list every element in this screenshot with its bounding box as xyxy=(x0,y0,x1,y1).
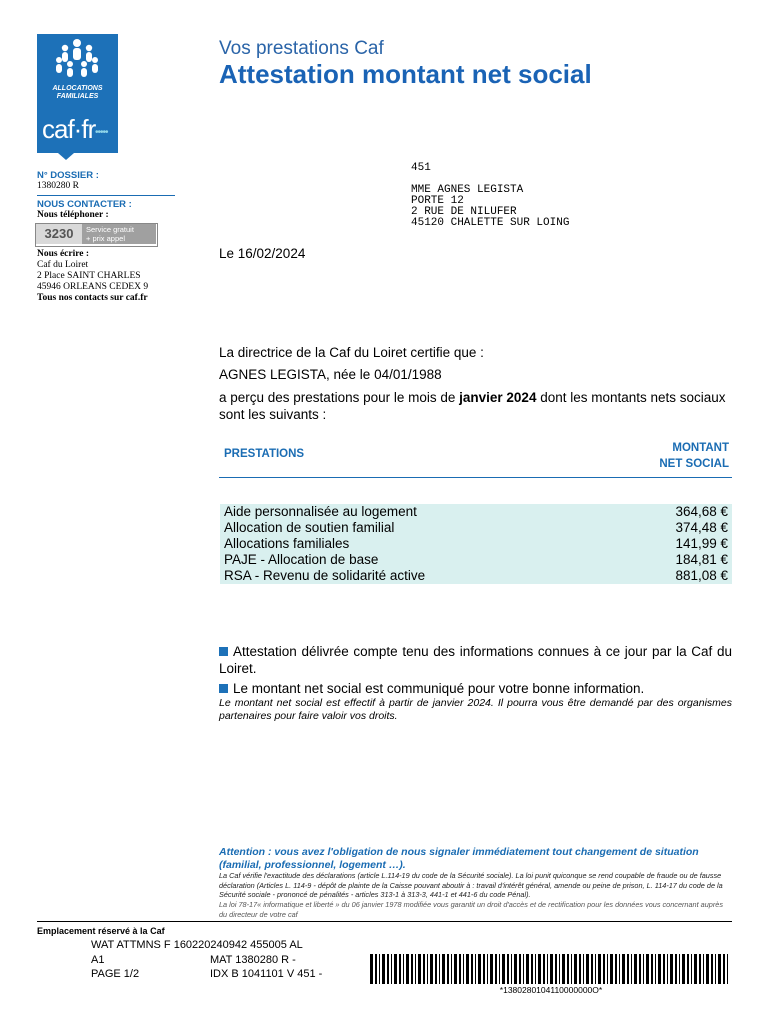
phone-number[interactable]: 3230 xyxy=(36,224,82,244)
bullet-square-icon xyxy=(219,647,228,656)
barcode-icon xyxy=(370,954,732,987)
all-contacts-link[interactable]: Tous nos contacts sur caf.fr xyxy=(37,293,148,303)
phone-label: Nous téléphoner : xyxy=(37,210,109,220)
table-row xyxy=(220,568,732,584)
caf-address-line1: Caf du Loiret xyxy=(37,260,89,270)
table-header-rule xyxy=(219,477,732,478)
received-suffix: dont les montants nets sociaux sont les suivants : xyxy=(219,390,726,422)
dossier-label: N° DOSSIER : xyxy=(37,170,99,181)
footer-rule xyxy=(37,921,732,922)
legal-privacy-text: La loi 78-17« informatique et liberté » du 06 janvier 1978 modifiée vous garantit un droit d'accès et de rectification pour les données vous concernant auprès du directeur de votre caf xyxy=(219,900,723,919)
certify-statement: La directrice de la Caf du Loiret certifie que : xyxy=(219,345,484,360)
benefit-label: Aide personnalisée au logement xyxy=(224,504,417,519)
caf-address-line3: 45946 ORLEANS CEDEX 9 xyxy=(37,282,149,292)
note-effective: Le montant net social est effectif à partir de janvier 2024. Il pourra vous être demandé par des organismes partenaires pour faire valoir vos droits. xyxy=(219,697,732,722)
family-figures-icon xyxy=(37,34,118,86)
logo-line1: ALLOCATIONS xyxy=(52,85,103,92)
table-row xyxy=(220,520,732,536)
col-header-prestations: PRESTATIONS xyxy=(224,448,305,460)
caf-address-line2: 2 Place SAINT CHARLES xyxy=(37,271,141,281)
table-row xyxy=(220,504,732,520)
logo-tab xyxy=(58,153,74,160)
col-header-montant-line2: NET SOCIAL xyxy=(659,458,729,470)
recipient-line3: 2 RUE DE NILUFER xyxy=(411,206,517,218)
letter-date: Le 16/02/2024 xyxy=(219,246,306,261)
recipient-line2: PORTE 12 xyxy=(411,195,464,207)
page-title: Attestation montant net social xyxy=(219,59,592,89)
benefit-amount: 184,81 € xyxy=(675,552,728,567)
benefits-table xyxy=(220,504,732,584)
col-header-montant xyxy=(600,440,729,472)
recipient-name: MME AGNES LEGISTA xyxy=(411,184,524,196)
received-statement xyxy=(219,389,732,423)
beneficiary-line: AGNES LEGISTA, née le 04/01/1988 xyxy=(219,367,442,382)
sidebar-divider xyxy=(37,195,175,196)
bullet-square-icon xyxy=(219,684,228,693)
logo-org-text xyxy=(37,85,118,101)
contact-label: NOUS CONTACTER : xyxy=(37,199,132,210)
footer-line3-right: IDX B 1041101 V 451 - xyxy=(210,968,323,980)
reserved-area-label: Emplacement réservé à la Caf xyxy=(37,926,165,936)
footer-line3-left: PAGE 1/2 xyxy=(91,968,140,980)
col-header-montant-line1: MONTANT xyxy=(672,442,729,454)
phone-tag-line2: + prix appel xyxy=(86,234,125,243)
barcode-number: *1380280104110000000O* xyxy=(499,985,603,995)
table-row xyxy=(220,536,732,552)
note2-text: Le montant net social est communiqué pour votre bonne information. xyxy=(233,681,645,696)
benefit-amount: 141,99 € xyxy=(675,536,728,551)
recipient-code: 451 xyxy=(411,162,431,174)
footer-line2-right: MAT 1380280 R - xyxy=(210,954,296,966)
benefit-amount: 374,48 € xyxy=(675,520,728,535)
footer-line1: WAT ATTMNS F 160220240942 455005 AL xyxy=(91,939,303,951)
logo-line2: FAMILIALES xyxy=(56,93,99,100)
received-month: janvier 2024 xyxy=(459,390,537,405)
phone-pricing-tag xyxy=(82,224,156,244)
note-information xyxy=(219,681,732,696)
benefit-amount: 881,08 € xyxy=(675,568,728,583)
dossier-value: 1380280 R xyxy=(37,181,79,191)
legal-fraud-text: La Caf vérifie l'exactitude des déclarations (article L.114-19 du code de la Sécurité sociale). La loi punit quiconque se rend coupable de fraude ou de fausse déclaration (Articles L. 114-9 - dépôt de plainte de la Caisse pouvant aboutir à : travail d'intérêt général, amende ou peine de prison, L. 114-17 du code de la Sécurité sociale - prononcé de pénalités - articles 313-1 à 313-3, 441-1 et 441-6 du code Pénal). xyxy=(219,871,723,899)
cafr-brand: caf·fr xyxy=(42,114,96,144)
page-subtitle: Vos prestations Caf xyxy=(219,38,384,59)
attention-notice: Attention : vous avez l'obligation de nous signaler immédiatement tout changement de situation (familial, professionnel, logement …). xyxy=(219,846,699,871)
note-attestation xyxy=(219,643,732,677)
cafr-dots: ••••• xyxy=(95,127,108,138)
phone-tag-line1: Service gratuit xyxy=(86,225,134,234)
benefit-label: PAJE - Allocation de base xyxy=(224,552,379,567)
benefit-label: Allocations familiales xyxy=(224,536,350,551)
recipient-line4: 45120 CHALETTE SUR LOING xyxy=(411,217,570,229)
received-prefix: a perçu des prestations pour le mois de xyxy=(219,390,460,405)
benefit-label: RSA - Revenu de solidarité active xyxy=(224,568,426,583)
table-row xyxy=(220,552,732,568)
note1-text: Attestation délivrée compte tenu des informations connues à ce jour par la Caf du Loiret. xyxy=(219,644,732,676)
benefit-amount: 364,68 € xyxy=(675,504,728,519)
footer-line2-left: A1 xyxy=(91,954,105,966)
benefit-label: Allocation de soutien familial xyxy=(224,520,395,535)
write-label: Nous écrire : xyxy=(37,249,90,259)
